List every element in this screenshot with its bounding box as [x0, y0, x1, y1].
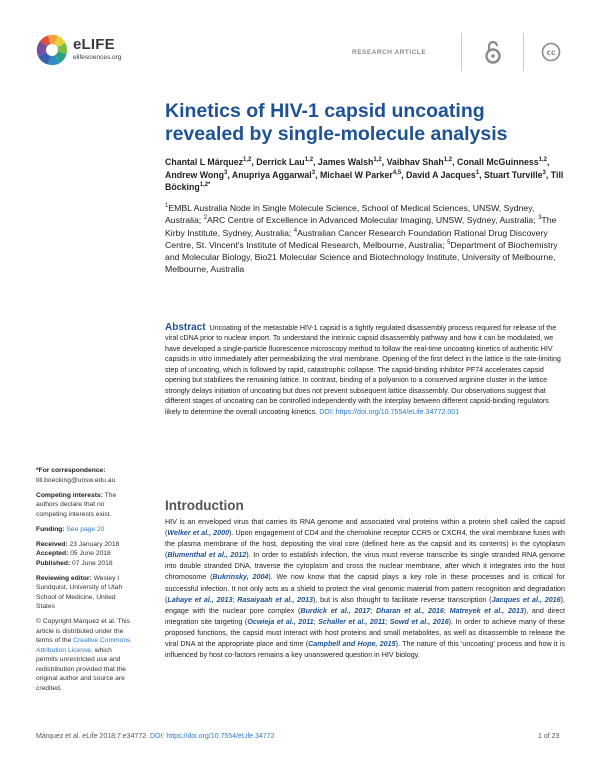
abstract [165, 323, 565, 417]
received-label: Received: [36, 540, 68, 548]
author-affiliation-marker: 1 [475, 169, 480, 176]
published-date: 07 June 2018 [72, 559, 113, 567]
author-affiliation-marker: 1,2 [243, 157, 252, 164]
author-name[interactable]: Michael W Parker [319, 169, 393, 180]
author-name[interactable]: David A Jacques [406, 169, 476, 180]
affiliation-text: Australian Cancer Research Foundation Rational Drug Discovery Centre, St. Vincent's Institute of Medical Research, Melbourne, Australia; [165, 227, 548, 250]
competing-interests-text: The authors declare that no competing interests exist. [36, 491, 117, 518]
affiliation-number: 3 [538, 215, 542, 222]
svg-text:cc: cc [546, 48, 556, 57]
reference-link[interactable]: Campbell and Hope, 2015 [308, 640, 396, 649]
author-affiliation-marker: 3 [311, 169, 316, 176]
affiliation-number: 2 [203, 215, 207, 222]
body-text: ; [370, 606, 376, 615]
funding-link[interactable]: See page 20 [66, 525, 105, 533]
creative-commons-icon [541, 42, 561, 62]
reference-link[interactable]: Blumenthal et al., 2012 [167, 551, 247, 560]
elife-logo[interactable] [34, 32, 144, 72]
funding-label: Funding: [36, 525, 65, 533]
reference-link[interactable]: Schaller et al., 2011 [318, 617, 386, 626]
header-divider [523, 33, 524, 71]
affiliation-number: 5 [447, 240, 451, 246]
article-type: RESEARCH ARTICLE [352, 49, 427, 56]
copyright-text-end: which permits unrestricted use and redistribution provided that the original author and source are credited. [36, 646, 126, 692]
reference-link[interactable]: Dharan et al., 2016 [375, 606, 444, 615]
abstract-label: Abstract [165, 322, 206, 333]
author-name[interactable]: Chantal L Márquez [165, 157, 244, 167]
author-list: Chantal L Márquez$^{1,2}$, Derrick Lau$^{1,2}$, James Walsh$^{1,2}$, Vaibhav Shah$^{1,2}$, Conall McGuinness$^{1,2}$, Andrew Wong$^3$, Anupriya Aggarwal$^3$, Michael W Parker$^{4,5}$, David A Jacques$^1$, Stuart Turville$^3$, Till Böcking$^{1,2*}$ [165, 157, 564, 192]
body-text: ). We now know that the capsid plays a key role in these processes and is critical for successful infection. It not only acts as a shield to protect the viral genomic material from pattern recognition and degradation ( [165, 573, 565, 604]
author-affiliation-marker: 1,2 [373, 157, 382, 164]
competing-interests-label: Competing interests: [36, 491, 103, 499]
cc-license-link[interactable]: Creative Commons Attribution License, [36, 637, 131, 654]
correspondence-email[interactable]: till.boecking@unsw.edu.au [36, 476, 116, 484]
body-text: HIV is an enveloped virus that carries its RNA genome and associated viral proteins within a protein shell called the capsid ( [165, 518, 565, 538]
copyright-text: © Copyright Márquez et al. This article is distributed under the terms of the [36, 618, 131, 644]
accepted-label: Accepted: [36, 550, 69, 557]
body-text: ). In order to achieve many of these proposed functions, the capsid must interact with host proteins and small metabolites, as well as disassemble to release the viral DNA at the appropriate place and time ( [165, 617, 566, 649]
affiliation-text: EMBL Australia Node in Single Molecule Science, School of Medical Sciences, UNSW, Sydney, Australia; [165, 203, 535, 226]
reference-link[interactable]: Rasaiyaah et al., 2013 [237, 595, 314, 604]
journal-url[interactable]: elifesciences.org [73, 54, 122, 61]
author-affiliation-marker: 1,2 [304, 157, 314, 164]
reference-link[interactable]: Burdick et al., 2017 [300, 606, 371, 615]
affiliations [165, 202, 565, 276]
author-name[interactable]: Andrew Wong [165, 169, 224, 180]
affiliation-text: The Kirby Institute, Sydney, Australia; [165, 215, 557, 238]
body-text: ), but is also thought to facilitate reverse transcription ( [313, 595, 492, 604]
reviewing-editor-label: Reviewing editor: [36, 574, 92, 582]
body-text: ). The nature of this 'uncoating' process and how it is influenced by host co-factors remains a key unanswered question in HIV biology. [165, 640, 565, 660]
elife-logo-mark-icon [34, 32, 70, 68]
body-text: ; [443, 606, 450, 615]
open-access-icon [483, 39, 503, 65]
author-name[interactable]: Till Böcking [165, 169, 564, 192]
body-text: ; [385, 617, 390, 626]
published-label: Published: [36, 559, 71, 567]
page-footer [36, 733, 275, 740]
footer-citation: Márquez et al. eLife 2018;7:e34772. [36, 733, 149, 740]
reviewing-editor-text: Wesley I Sundquist, University of Utah School of Medicine, United States [36, 574, 123, 610]
affiliation-text: ARC Centre of Excellence in Advanced Molecular Imaging, UNSW, Sydney, Australia; [206, 215, 539, 226]
reference-link[interactable]: Welker et al., 2000 [167, 529, 230, 538]
reference-link[interactable]: Jacques et al., 2016 [491, 595, 561, 604]
body-text: ), engage with the nuclear pore complex ( [165, 595, 565, 615]
reference-link[interactable]: Bukrinsky, 2004 [212, 573, 269, 582]
abstract-text: Uncoating of the metastable HIV-1 capsid is a tightly regulated disassembly process required for release of the viral cDNA prior to nuclear import. To understand the intrinsic capsid disassembly pathway and how it can be modulated, we have developed a single-particle fluorescence microscopy method to follow the real-time uncoating kinetics of authentic HIV capsids in vitro immediately after permeabilizing the viral membrane. Opening of the first defect in the lattice is the rate-limiting step of uncoating, which is followed by rapid, catastrophic collapse. The capsid-binding inhibitor PF74 accelerates capsid opening but stabilizes the remaining lattice. In contrast, binding of a polyanion to a conserved arginine cluster in the lattice strongly delays initiation of uncoating but does not prevent subsequent lattice disassembly. Our observations suggest that different stages of uncoating can be controlled independently with the interplay between different capsid-binding regulators likely to determine the overall uncoating kinetics. [165, 324, 561, 416]
body-text: ). In order to establish infection, the virus must reverse transcribe its single stranded RNA genome into double stranded DNA, traverse the cytoplasm and cross the nuclear membrane, after which it integrates into the host chromosome ( [165, 551, 565, 582]
author-name[interactable]: Conall McGuinness [457, 157, 539, 167]
correspondence-label: *For correspondence: [36, 467, 106, 474]
body-text: ), and direct integration site targeting ( [165, 606, 565, 626]
author-affiliation-marker: 1,2 [538, 157, 547, 164]
page-number: 1 of 23 [538, 733, 560, 740]
author-affiliation-marker: 4,5 [392, 169, 402, 176]
body-text: ). Upon engagement of CD4 and the chemokine receptor CCR5 or CXCR4, the viral membrane fuses with the plasma membrane of the host, depositing the viral core (defined here as the capsid and its contents) in the cytoplasm ( [165, 529, 565, 560]
reference-link[interactable]: Sowd et al., 2016 [389, 617, 449, 626]
article-info-sidebar [36, 466, 134, 699]
introduction-heading: Introduction [165, 498, 244, 513]
reference-link[interactable]: Matreyek et al., 2013 [449, 606, 524, 615]
received-date: 23 January 2018 [69, 540, 120, 548]
author-name[interactable]: Anupriya Aggarwal [231, 169, 312, 180]
reference-link[interactable]: Lahaye et al., 2013 [167, 595, 233, 604]
affiliation-number: 1 [165, 203, 169, 210]
article-title: Kinetics of HIV-1 capsid uncoating revealed by single-molecule analysis [165, 100, 508, 145]
introduction-body [165, 517, 565, 661]
affiliation-text: Department of Biochemistry and Molecular Biology, Bio21 Molecular Science and Biotechnology Institute, University of Melbourne, Melbourne, Australia [165, 239, 558, 275]
footer-doi[interactable]: DOI: https://doi.org/10.7554/eLife.34772 [150, 733, 275, 740]
header-divider [461, 33, 462, 71]
affiliation-number: 4 [293, 227, 298, 234]
author-name[interactable]: Vaibhav Shah [386, 157, 444, 167]
body-text: ; [313, 617, 319, 626]
accepted-date: 05 June 2018 [70, 550, 111, 557]
author-affiliation-marker: 1,2* [199, 182, 211, 189]
author-affiliation-marker: 3 [542, 169, 546, 176]
author-affiliation-marker: 3 [223, 169, 228, 176]
reference-link[interactable]: Ocwieja et al., 2011 [247, 617, 314, 626]
author-name[interactable]: Derrick Lau [256, 157, 305, 167]
journal-name: eLIFE [73, 36, 115, 53]
abstract-doi[interactable]: DOI: https://doi.org/10.7554/eLife.34772.001 [319, 407, 460, 416]
author-name[interactable]: James Walsh [317, 157, 374, 167]
author-name[interactable]: Stuart Turville [484, 169, 543, 180]
body-text: ; [232, 595, 238, 604]
author-affiliation-marker: 1,2 [443, 157, 453, 164]
